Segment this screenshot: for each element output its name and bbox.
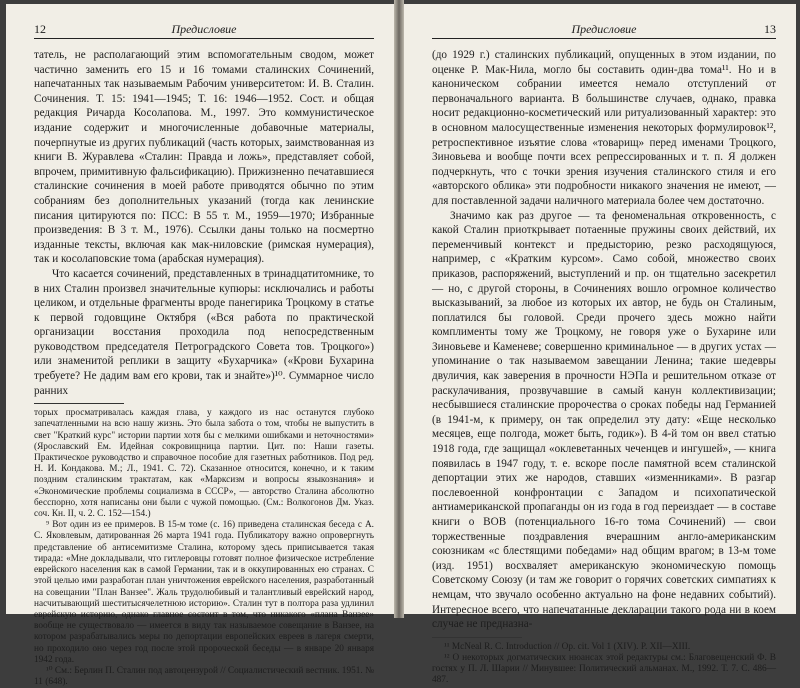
page-body [432,48,776,687]
running-title: Предисловие [571,22,637,36]
body-paragraph: татель, не располагающий этим вспомогательным сводом, может частично заменить его 15 и 16 томами сталинских Сочинений, напечатанных так называемым Рабочим университетом: И. В. Сталин. Сочинения. Т. 15: 1941—1945; Т. 16: 1946—1952. Сост. и общая редакция Ричарда Косолапова. М., 1997. Это коммунистическое издание содержит и многочисленные добавочные материалы, почерпнутые из других публикаций (часть которых, заимствованная из книги В. Журавлева «Сталин: Правда и ложь», представляет собой, впрочем, примитивную фальсификацию). Прижизненно печатавшиеся сталинские сочинения в моей работе приводятся обычно по этим собраниям без дополнительных указаний (тогда как ленинские писания цитируются по: ПСС: В 55 т. М., 1959—1970; Избранные произведения: В 3 т. М., 1976). Ссылки даны только на посмертно изданные тексты, включая как мак-ниловские (римская нумерация), так и косолаповские тома (арабская нумерация). [34,49,374,266]
footnote: ¹¹ McNeal R. C. Introduction // Op. cit. Vol 1 (XIV). P. XII—XIII. [444,641,691,652]
footnote-separator [34,403,124,404]
body-paragraph: (до 1929 г.) сталинских публикаций, опущенных в этом издании, по оценке Р. Мак-Нила, могло бы составить один-два тома¹¹. Но и в каноническом собрании имеется немало отступлений от первоначального варианта. В большинстве случаев, однако, правка носит редакционно-косметический или ритуализованный характер: это в основном малосущественные изменения некоторых формулировок¹², ретроспективное изъятие слова «товарищ» перед именами Троцкого, Зиновьева и вообще почти всех репрессированных и т. п. Я должен подчеркнуть, что с точки зрения изучения сталинского стиля и его «авторского облика» эти подробности никакого значения не имеют, — для поставленной задачи наличного материала более чем достаточно. [432,49,776,207]
footnote: ¹⁰ См.: Берлин П. Сталин под автоцензурой // Социалистический вестник. 1951. № 11 (648). [34,665,374,688]
page-body [34,48,374,688]
page-header [34,22,374,39]
page-number: 13 [764,22,776,36]
footnote: ⁹ Вот один из ее примеров. В 15-м томе (с. 16) приведена сталинская беседа с А. С. Яковлевым, датированная 26 марта 1941 года. Публикатору важно опровергнуть представление об антисемитизме Сталина, которому здесь приписывается такая тирада: «Мне докладывали, что гитлеровцы готовят полное физическое истребление еврейского населения как в самой Германии, так и в оккупированных ею странах. С этой целью ими разработан план уничтожения еврейского населения, разработанный на совещании "План Ванзее". Жаль трудолюбивый и талантливый еврейский народ, насчитывающий шеститысячелетнюю историю». Сталин тут в полтора раза удлинил еврейскую историю, однако главное состоит в том, что никакого «плана Ванзее» вообще не существовало — имеется в виду так называемое совещание в Ванзее, на котором разрабатывались меры по депортации европейских евреев в лагеря смерти, но проходило оно через год после этой пророческой беседы — в январе 20 января 1942 года. [34,520,374,665]
body-paragraph: Что касается сочинений, представленных в тринадцатитомнике, то в них Сталин произвел значительные купюры: исключались и работы целиком, и отдельные фрагменты вроде панегирика Троцкому в статье к первой годовщине Октября («Вся работа по практической организации восстания проходила под непосредственным руководством председателя Петроградского Совета тов. Троцкого») или знаменитой реплики в защиту «Бухарчика» («Крови Бухарина требуете? Не дадим вам его крови, так и знайте»)¹⁰. Суммарное число ранних [34,267,374,397]
left-page [6,4,394,688]
book-gutter [394,0,404,618]
right-page [404,4,796,686]
body-paragraph: Значимо как раз другое — та феноменальная откровенность, с какой Сталин приоткрывает потаенные пружины своих действий, их переменчивый контекст и предысторию, резко расходящуюся, например, с «Кратким курсом». Само собой, множество своих приказов, распоряжений, выступлений и пр. он тщательно засекретил — но, с другой стороны, в Сочинениях вошло огромное количество высказываний, за любое из которых их автор, не будь он Сталиным, поплатился бы головой. Среди прочего здесь можно найти комплименты тому же Троцкому, не говоря уже о Бухарине или Зиновьеве и Каменеве; совершенно криминальное — в других устах — упоминание о так называемом завещании Ленина; такие шедевры двуличия, как заверения в прочности НЭПа и решительном отказе от раскулачивания, прозвучавшие в самый канун коллективизации; несбывшиеся сталинские пророчества о сроках победы над Германией (в 1941-м, к примеру, он так определил эту дату: «Еще несколько месяцев, еще полгода, может быть, годик»). В 4-й том он ввел статью 1918 года, где защищал «оклеветанных чеченцев и ингушей», — книга появилась в 1947 году, т. е. вскоре после памятной всем сталинской депортации этих же народов, ставших «изменниками». В разгар послевоенной конфронтации с Западом и психопатической антиамериканской пропаганды он из года в год переиздает — в составе книги о ВОВ (потенциального 16-го тома Сочинений) — свои торжественные поздравления вчерашним англо-американским союзникам «с блестящими победами» над общим врагом; в 13-м томе (изд. 1951) восхваляет американскую экономическую помощь Советскому Союзу (и там же говорит о горячих советских симпатиях к немцам, что звучало особенно актуально на фоне недавних событий). Интересное всего, что напечатанные декларации такого рода ни в коем случае не предназна- [432,209,776,631]
footnote-separator [432,637,522,638]
page-number: 12 [34,22,46,36]
running-title: Предисловие [171,22,237,36]
page-header [432,22,776,39]
footnotes [432,642,776,687]
footnotes [34,408,374,688]
footnote: торых просматривалась каждая глава, у каждого из нас останутся глубоко запечатленными на всю нашу жизнь. Это была забота о том, чтобы не выпустить в свет "Краткий курс" истории партии хотя бы с мелкими ошибками и неточностями» (Ярославский Ем. Идейная сокровищница партии. Цит. по: Наши газеты. Практическое руководство и справочное пособие для газетных работников. Под ред. Н. И. Кондакова. М.; Л., 1941. С. 72). Сказанное относится, конечно, и к таким поздним сталинским трактатам, как «Марксизм и вопросы языкознания» и «Экономические проблемы социализма в СССР», — авторство Сталина абсолютно бесспорно, хотя написаны они были с чужой помощью. (См.: Волкогонов Дм. Указ. соч. Кн. II, ч. 2. С. 152—154.) [34,408,374,520]
footnote: ¹² О некоторых догматических нюансах этой редактуры см.: Благовещенский Ф. В гостях у П. Л. Шарии // Минувшее: Политический альманах. М., 1992. Т. 7. С. 486—487. [432,652,776,686]
